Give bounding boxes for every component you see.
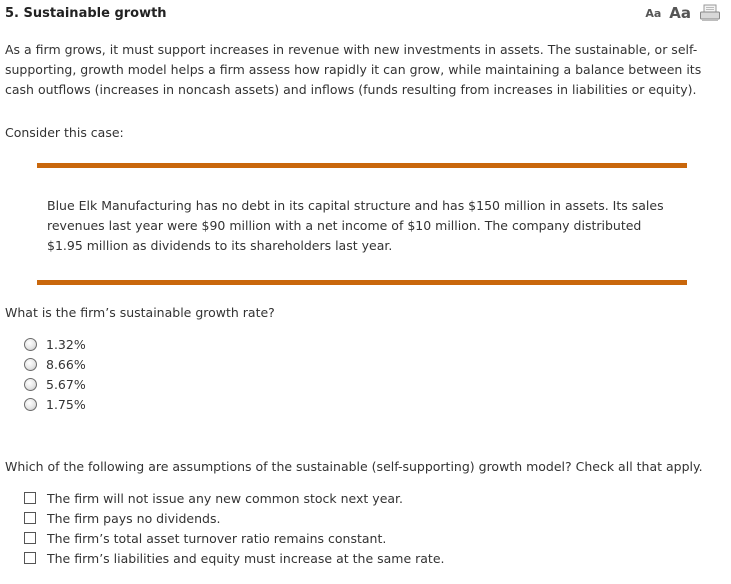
checkbox-option[interactable] [24, 528, 445, 548]
font-tools [645, 4, 721, 22]
checkbox[interactable] [24, 552, 36, 564]
printer-icon[interactable] [699, 4, 721, 22]
radio-button[interactable] [24, 338, 37, 351]
case-text: Blue Elk Manufacturing has no debt in its capital structure and has $150 million in assets. Its sales revenues last year were $90 million with a net income of $10 million. The company distributed $1.95 million as dividends to its shareholders last year. [47, 198, 664, 253]
radio-option-label[interactable]: 8.66% [46, 356, 86, 372]
radio-button[interactable] [24, 358, 37, 371]
checkbox-option-label[interactable]: The firm’s liabilities and equity must increase at the same rate. [47, 550, 445, 566]
question-1-prompt: What is the firm’s sustainable growth rate? [5, 305, 275, 320]
checkbox-option-label[interactable]: The firm will not issue any new common stock next year. [47, 490, 404, 506]
radio-option[interactable] [24, 334, 86, 354]
radio-option-label[interactable]: 1.32% [46, 336, 86, 352]
radio-option-label[interactable]: 1.75% [46, 396, 86, 412]
checkbox-option[interactable] [24, 508, 445, 528]
checkbox-option[interactable] [24, 488, 445, 508]
question-title: 5. Sustainable growth [5, 6, 167, 21]
decrease-font-button[interactable]: Aa [645, 6, 662, 20]
checkbox[interactable] [24, 532, 36, 544]
radio-button[interactable] [24, 378, 37, 391]
question-2-prompt: Which of the following are assumptions of the sustainable (self-supporting) growth model? Check all that apply. [5, 459, 703, 474]
case-box [37, 163, 687, 285]
radio-option[interactable] [24, 374, 86, 394]
increase-font-button[interactable]: Aa [669, 4, 691, 22]
checkbox[interactable] [24, 512, 36, 524]
checkbox-option-label[interactable]: The firm’s total asset turnover ratio remains constant. [47, 530, 387, 546]
checkbox-option-label[interactable]: The firm pays no dividends. [47, 510, 221, 526]
question-1-options [24, 334, 86, 414]
consider-label: Consider this case: [5, 125, 124, 140]
intro-paragraph: As a firm grows, it must support increases in revenue with new investments in assets. The sustainable, or self-supporting, growth model helps a firm assess how rapidly it can grow, while maintaining a balance between its cash outflows (increases in noncash assets) and inflows (funds resulting from increases in liabilities or equity). [5, 42, 702, 97]
radio-option-label[interactable]: 5.67% [46, 376, 86, 392]
radio-option[interactable] [24, 354, 86, 374]
radio-option[interactable] [24, 394, 86, 414]
checkbox[interactable] [24, 492, 36, 504]
radio-button[interactable] [24, 398, 37, 411]
question-2-options [24, 488, 445, 568]
checkbox-option[interactable] [24, 548, 445, 568]
